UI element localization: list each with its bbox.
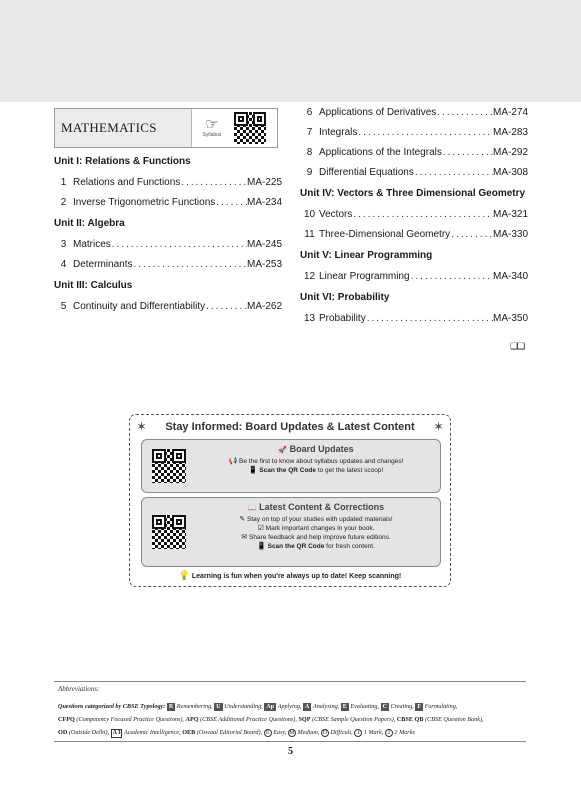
phone-icon: 📱: [257, 543, 266, 550]
chapter-title: Relations and Functions: [73, 177, 181, 188]
dot-leader: [180, 176, 247, 190]
dot-leader: [357, 126, 493, 140]
panel-title: Stay Informed: Board Updates & Latest Content: [165, 421, 415, 433]
ai-code: A I: [112, 730, 121, 736]
abbreviations-top-rule: [54, 681, 526, 682]
level-name: Easy,: [273, 729, 287, 736]
card-text: to get the latest scoop!: [316, 467, 384, 474]
toc-entry[interactable]: [54, 258, 282, 278]
typology-code: Ap: [266, 704, 275, 710]
toc-entry[interactable]: [300, 126, 528, 146]
chapter-title: Determinants: [73, 259, 133, 270]
chapter-page: MA-321: [492, 209, 528, 220]
feedback-icon: ✉: [241, 534, 248, 541]
chapter-page: MA-225: [246, 177, 282, 188]
typology-code: C: [382, 704, 387, 710]
chapter-number: 9: [306, 167, 313, 178]
megaphone-icon: 📢: [228, 458, 238, 465]
toc-entry[interactable]: [300, 106, 528, 126]
pencil-icon: ✎: [239, 516, 246, 523]
end-of-list-mark: ❑❑: [510, 341, 525, 351]
unit-heading: Unit IV: Vectors & Three Dimensional Geometry: [300, 188, 526, 199]
dot-leader: [450, 228, 493, 242]
level-code: E: [264, 729, 272, 737]
chapter-title: Differential Equations: [319, 167, 414, 178]
dot-leader: [414, 166, 493, 180]
phone-icon: 📱: [248, 467, 258, 474]
typology-name: Creating,: [390, 703, 414, 710]
term-full: (Outside Delhi),: [68, 729, 110, 736]
unit-heading: Unit V: Linear Programming: [300, 250, 433, 261]
level-name: Difficult,: [330, 729, 353, 736]
toc-entry[interactable]: [300, 146, 528, 166]
latest-content-qr-code[interactable]: [152, 515, 186, 549]
chapter-title: Probability: [319, 313, 366, 324]
term-full: (Competency Focused Practice Questions),: [76, 716, 184, 723]
page-number: 5: [288, 746, 293, 757]
typology-name: Formulating,: [424, 703, 458, 710]
chapter-page: MA-350: [492, 313, 528, 324]
card-text: Stay on top of your studies with updated materials!: [247, 516, 393, 523]
chapter-page: MA-274: [492, 107, 528, 118]
chapter-number: 5: [60, 301, 67, 312]
party-popper-icon: ✶: [433, 419, 444, 434]
toc-entry[interactable]: [54, 238, 282, 258]
typology-name: Analysing,: [312, 703, 340, 710]
typology-name: Understanding,: [224, 703, 263, 710]
chapter-page: MA-340: [492, 271, 528, 282]
level-name: 2 Marks: [394, 729, 415, 736]
subject-header: [54, 108, 278, 148]
dot-leader: [132, 258, 247, 272]
chapter-page: MA-292: [492, 147, 528, 158]
level-name: Medium,: [297, 729, 320, 736]
chapter-number: 13: [303, 313, 316, 324]
toc-left-column: [54, 154, 282, 320]
dot-leader: [442, 146, 493, 160]
abbreviations-bottom-rule: [54, 741, 526, 742]
chapter-title: Matrices: [73, 239, 111, 250]
dot-leader: [436, 106, 493, 120]
chapter-number: 11: [304, 229, 315, 240]
chapter-page: MA-308: [492, 167, 528, 178]
chapter-title: Continuity and Differentiability: [73, 301, 206, 312]
unit-heading: Unit VI: Probability: [300, 292, 390, 303]
chapter-title: Three-Dimensional Geometry: [319, 229, 451, 240]
card-text: Share feedback and help improve future editions.: [249, 534, 391, 541]
term-abbr: CBSE QB: [396, 716, 424, 723]
term-abbr: OD: [58, 729, 68, 736]
chapter-title: Linear Programming: [319, 271, 410, 282]
unit-heading: Unit III: Calculus: [54, 280, 133, 291]
pointing-hand-icon: ☞: [205, 116, 219, 133]
terms-line-2: [58, 726, 528, 739]
typology-label: Questions categorized by CBSE Typology:: [58, 703, 166, 710]
chapter-page: MA-283: [492, 127, 528, 138]
term-full: (CBSE Sample Question Papers),: [312, 716, 396, 723]
lightbulb-icon: 💡: [178, 570, 190, 580]
toc-entry[interactable]: [300, 312, 528, 332]
card-text-bold: Scan the QR Code: [259, 467, 317, 474]
dot-leader: [215, 196, 247, 210]
term-abbr: APQ: [185, 716, 199, 723]
latest-content-card: [141, 497, 441, 567]
typology-code: F: [417, 704, 422, 710]
level-code: M: [289, 730, 295, 736]
syllabus-block[interactable]: [191, 109, 277, 147]
panel-footer-text: Learning is fun when you're always up to date! Keep scanning!: [191, 573, 402, 580]
chapter-number: 12: [303, 271, 316, 282]
chapter-number: 8: [306, 147, 313, 158]
typology-code: R: [168, 704, 174, 710]
chapter-number: 10: [303, 209, 316, 220]
chapter-page: MA-253: [246, 259, 282, 270]
toc-entry[interactable]: [54, 176, 282, 196]
abbreviations-heading: Abbreviations:: [58, 685, 100, 693]
board-updates-qr-code[interactable]: [152, 449, 186, 483]
header-band: [0, 0, 581, 102]
card-text: Mark important changes in your book.: [265, 525, 375, 532]
term-abbr: CFPQ: [58, 716, 75, 723]
ai-text: Academic Intelligence,: [123, 729, 181, 736]
toc-right-column: [300, 106, 528, 332]
level-code: 2: [385, 729, 393, 737]
toc-entry[interactable]: [300, 208, 528, 228]
board-updates-card: [141, 439, 441, 493]
chapter-title: Applications of the Integrals: [319, 147, 442, 158]
toc-entry[interactable]: [300, 270, 528, 290]
toc-entry[interactable]: [54, 300, 282, 320]
abbreviations-body: [58, 700, 528, 739]
stay-informed-panel: [129, 414, 451, 587]
oeb-abbr: OEB: [182, 729, 196, 736]
chapter-number: 1: [60, 177, 67, 188]
typology-code: E: [342, 704, 347, 710]
terms-line: [58, 713, 528, 726]
chapter-number: 6: [306, 107, 313, 118]
unit-heading: Unit II: Algebra: [54, 218, 125, 229]
panel-footer: [130, 570, 450, 581]
syllabus-label: Syllabus: [202, 132, 222, 138]
card-text-bold: Scan the QR Code: [267, 543, 325, 550]
subject-title: MATHEMATICS: [61, 120, 157, 135]
oeb-text: (Oswaal Editorial Board),: [196, 729, 263, 736]
term-full: (CBSE Additional Practice Questions),: [200, 716, 297, 723]
card-text: Be the first to know about syllabus updates and changes!: [239, 458, 404, 465]
dot-leader: [205, 300, 247, 314]
toc-entry[interactable]: [54, 196, 282, 216]
chapter-title: Vectors: [319, 209, 353, 220]
dot-leader: [352, 208, 493, 222]
typology-name: Applying,: [277, 703, 302, 710]
chapter-number: 2: [60, 197, 67, 208]
card-heading: Board Updates: [289, 444, 354, 454]
term-abbr: SQP: [298, 716, 311, 723]
toc-entry[interactable]: [300, 166, 528, 186]
party-popper-icon: ✶: [136, 419, 147, 434]
checkbox-icon: ☑: [257, 525, 264, 532]
chapter-page: MA-330: [492, 229, 528, 240]
card-text: for fresh content.: [324, 543, 375, 550]
typology-code: A: [305, 704, 310, 710]
toc-entry[interactable]: [300, 228, 528, 248]
typology-code: U: [216, 704, 221, 710]
chapter-number: 3: [60, 239, 67, 250]
chapter-title: Applications of Derivatives: [319, 107, 437, 118]
chapter-page: MA-245: [246, 239, 282, 250]
syllabus-qr-code[interactable]: [234, 112, 266, 144]
chapter-title: Inverse Trigonometric Functions: [73, 197, 216, 208]
level-code: 1: [354, 729, 362, 737]
book-icon: 📖: [247, 505, 257, 512]
card-heading: Latest Content & Corrections: [259, 502, 385, 512]
level-code: D: [321, 729, 329, 737]
chapter-page: MA-234: [246, 197, 282, 208]
dot-leader: [111, 238, 247, 252]
rocket-icon: 🚀: [278, 447, 288, 454]
term-full: (CBSE Question Bank),: [425, 716, 484, 723]
chapter-number: 7: [306, 127, 313, 138]
unit-heading: Unit I: Relations & Functions: [54, 156, 191, 167]
level-name: 1 Mark,: [363, 729, 384, 736]
typology-name: Remembering,: [176, 703, 213, 710]
chapter-number: 4: [60, 259, 67, 270]
dot-leader: [366, 312, 493, 326]
typology-name: Evaluating,: [350, 703, 380, 710]
chapter-title: Integrals: [319, 127, 358, 138]
dot-leader: [410, 270, 493, 284]
typology-line: [58, 700, 528, 713]
chapter-page: MA-262: [246, 301, 282, 312]
